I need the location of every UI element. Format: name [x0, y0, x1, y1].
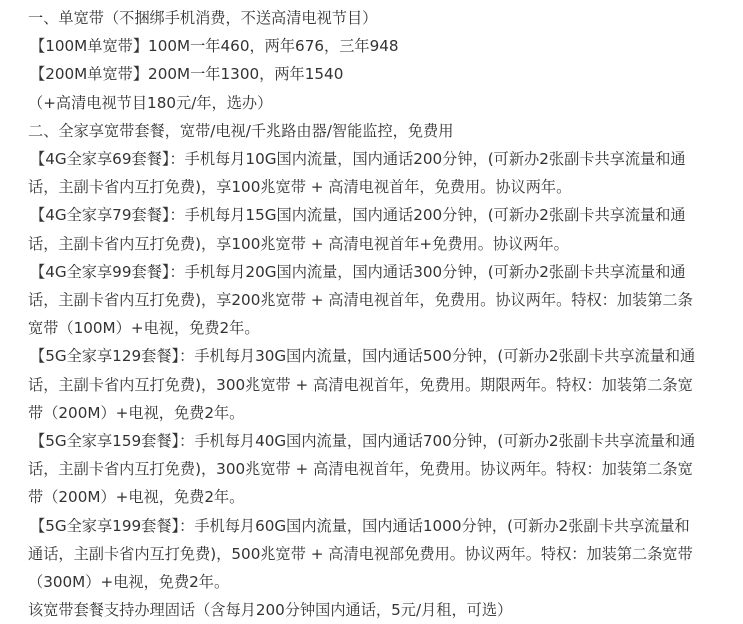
plan-5g-199-line-1: 【5G全家享199套餐】：手机每月60G国内流量，国内通话1000分钟，(可新办2张副卡共享流量和	[30, 516, 690, 535]
plan-4g-69-line-1: 【4G全家享69套餐】：手机每月10G国内流量，国内通话200分钟，(可新办2张副卡共享流量和通	[30, 150, 686, 169]
tv-addon-note: （+高清电视节目180元/年，选办）	[28, 93, 273, 112]
plan-100m-single: 【100M单宽带】100M一年460，两年676，三年948	[30, 37, 399, 56]
plan-5g-159-line-3: 带（200M）+电视，免费2年。	[28, 488, 245, 507]
plan-5g-159-line-2: 话，主副卡省内互打免费)，300兆宽带 + 高清电视首年，免费用。协议两年。特权：加装第二条宽	[28, 460, 693, 479]
plan-5g-199-line-2: 通话，主副卡省内互打免费)，500兆宽带 + 高清电视部免费用。协议两年。特权：加装第二条宽带	[28, 544, 693, 563]
plan-4g-99-line-3: 宽带（100M）+电视，免费2年。	[28, 319, 260, 338]
plan-5g-199-line-3: （300M）+电视，免费2年。	[28, 573, 230, 592]
landline-note: 该宽带套餐支持办理固话（含每月200分钟国内通话，5元/月租，可选）	[28, 601, 513, 620]
plan-5g-129-line-3: 带（200M）+电视，免费2年。	[28, 403, 245, 422]
plan-5g-129-line-1: 【5G全家享129套餐】：手机每月30G国内流量，国内通话500分钟，(可新办2张副卡共享流量和通	[30, 347, 696, 366]
section-heading-single-broadband: 一、单宽带（不捆绑手机消费，不送高清电视节目）	[28, 9, 378, 27]
plan-4g-99-line-1: 【4G全家享99套餐】：手机每月20G国内流量，国内通话300分钟，(可新办2张副卡共享流量和通	[30, 262, 686, 281]
plan-200m-single: 【200M单宽带】200M一年1300，两年1540	[30, 65, 344, 84]
plan-5g-159-line-1: 【5G全家享159套餐】：手机每月40G国内流量，国内通话700分钟，(可新办2张副卡共享流量和通	[30, 432, 696, 451]
plan-4g-79-line-1: 【4G全家享79套餐】：手机每月15G国内流量，国内通话200分钟，(可新办2张副卡共享流量和通	[30, 206, 686, 225]
plan-4g-99-line-2: 话，主副卡省内互打免费)，享200兆宽带 + 高清电视首年，免费用。协议两年。特权：加装第二条	[28, 291, 693, 310]
section-heading-family-package: 二、全家享宽带套餐，宽带/电视/千兆路由器/智能监控，免费用	[28, 121, 454, 140]
plan-4g-79-line-2: 话，主副卡省内互打免费)，享100兆宽带 + 高清电视首年+免费用。协议两年。	[28, 234, 569, 253]
plan-5g-129-line-2: 话，主副卡省内互打免费)，300兆宽带 + 高清电视首年，免费用。期限两年。特权：加装第二条宽	[28, 375, 693, 394]
plan-4g-69-line-2: 话，主副卡省内互打免费)，享100兆宽带 + 高清电视首年，免费用。协议两年。	[28, 178, 572, 197]
